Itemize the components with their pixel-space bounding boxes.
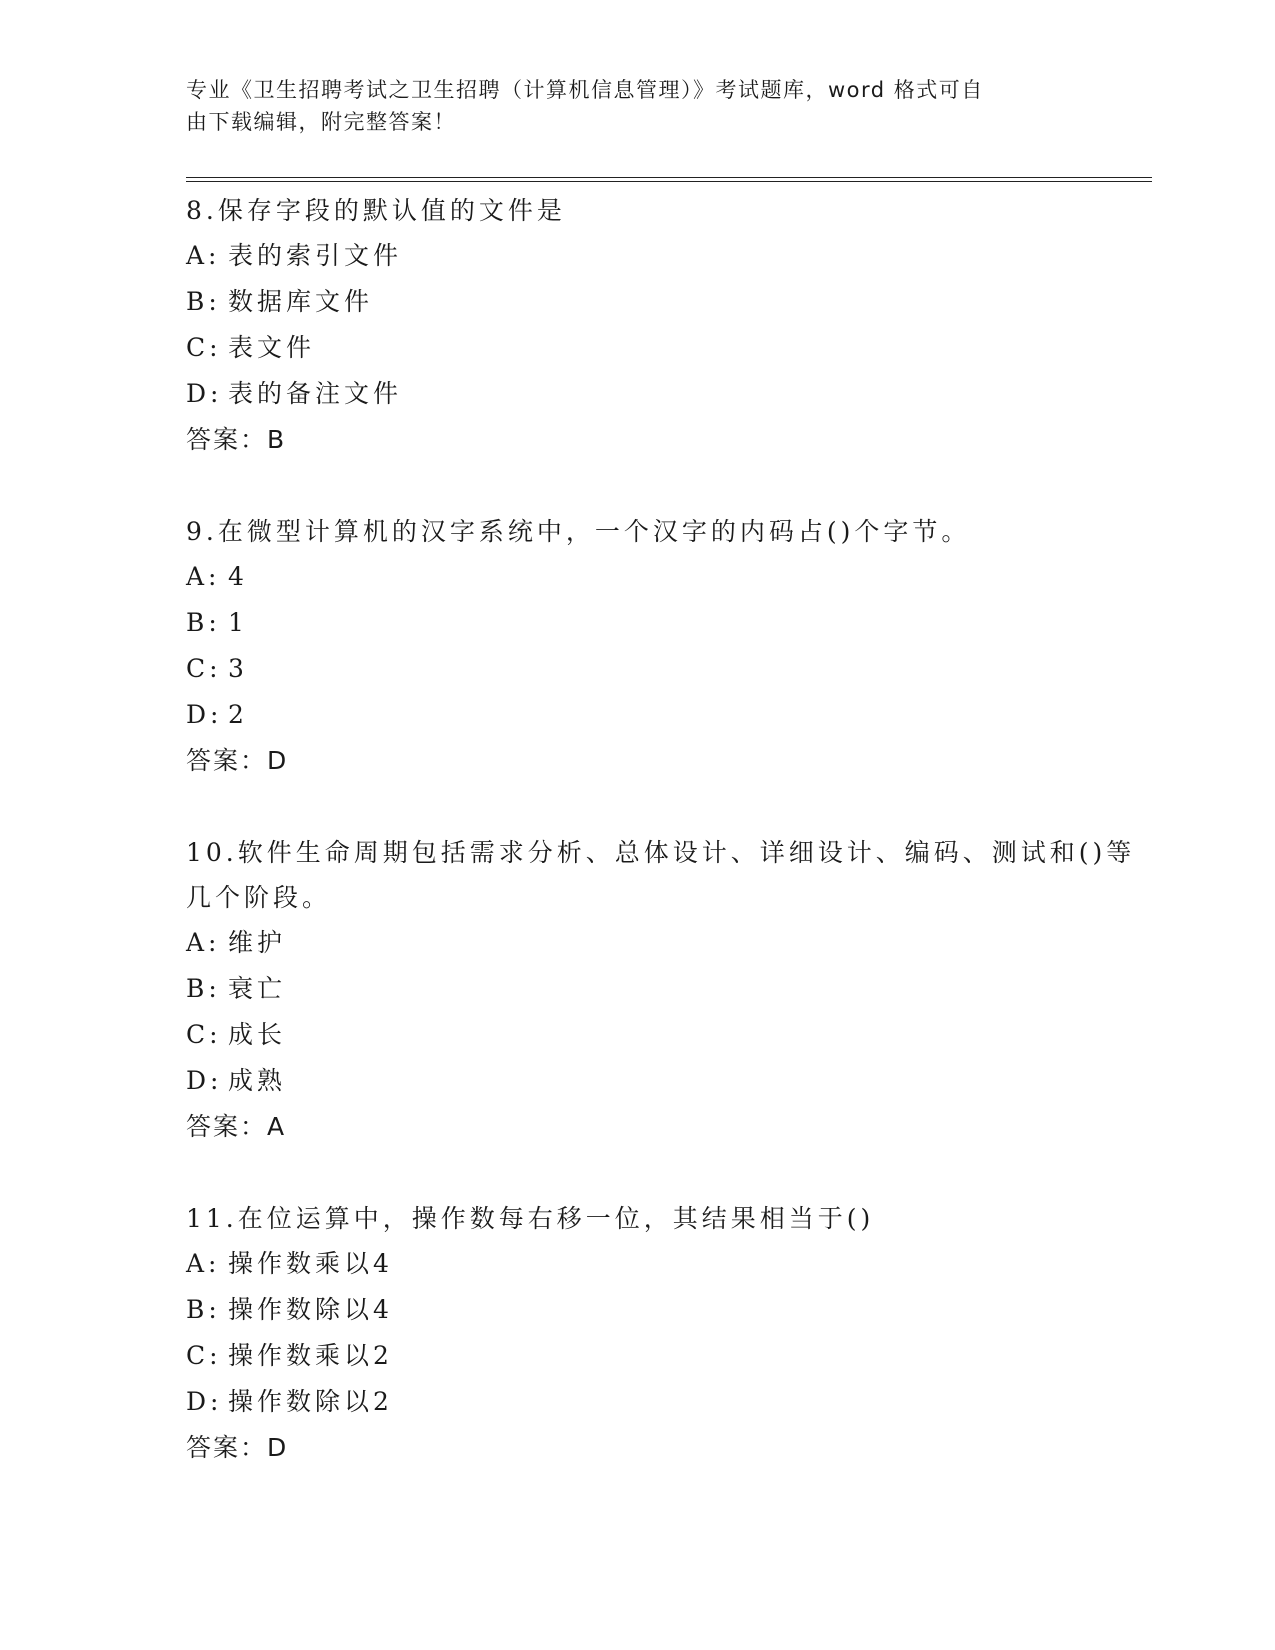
option-letter: B: (186, 608, 221, 637)
option-text: 成长 (228, 1020, 287, 1049)
question-11 (186, 1196, 1136, 1471)
option-letter: C: (186, 333, 222, 362)
option-text: 操作数乘以2 (228, 1341, 393, 1370)
question-10 (186, 830, 1136, 1150)
answer-line: 答案：D (186, 746, 289, 775)
option-text: 成熟 (228, 1066, 287, 1095)
option-letter: D: (186, 700, 223, 729)
option-letter: D: (186, 1387, 223, 1416)
option-a (186, 1241, 1136, 1287)
question-stem: 10.软件生命周期包括需求分析、总体设计、详细设计、编码、测试和()等几个阶段。 (186, 838, 1136, 912)
document-header (186, 74, 1066, 138)
option-b (186, 966, 1136, 1012)
option-letter: A: (186, 241, 221, 270)
option-d (186, 371, 1136, 417)
header-line-2: 由下载编辑，附完整答案！ (186, 110, 456, 134)
option-letter: D: (186, 379, 223, 408)
question-list (186, 188, 1136, 1517)
option-a (186, 233, 1136, 279)
question-9 (186, 509, 1136, 784)
answer-line: 答案：A (186, 1112, 287, 1141)
option-c (186, 646, 1136, 692)
option-d (186, 1379, 1136, 1425)
option-letter: A: (186, 562, 221, 591)
option-d (186, 692, 1136, 738)
option-letter: D: (186, 1066, 223, 1095)
option-letter: B: (186, 1295, 221, 1324)
option-a (186, 920, 1136, 966)
option-text: 表的备注文件 (228, 379, 403, 408)
answer-line: 答案：D (186, 1433, 289, 1462)
option-text: 操作数除以4 (228, 1295, 393, 1324)
option-a (186, 554, 1136, 600)
option-c (186, 1333, 1136, 1379)
option-letter: C: (186, 1020, 222, 1049)
option-letter: C: (186, 1341, 222, 1370)
option-text: 表文件 (228, 333, 316, 362)
option-text: 维护 (228, 928, 287, 957)
question-stem: 8.保存字段的默认值的文件是 (186, 196, 566, 225)
option-b (186, 600, 1136, 646)
header-divider (186, 177, 1152, 182)
option-text: 1 (228, 608, 248, 637)
option-letter: B: (186, 287, 221, 316)
question-stem: 9.在微型计算机的汉字系统中，一个汉字的内码占()个字节。 (186, 517, 971, 546)
option-letter: A: (186, 1249, 221, 1278)
question-8 (186, 188, 1136, 463)
option-text: 2 (228, 700, 248, 729)
option-text: 数据库文件 (228, 287, 374, 316)
option-letter: B: (186, 974, 221, 1003)
question-stem: 11.在位运算中，操作数每右移一位，其结果相当于() (186, 1204, 875, 1233)
option-text: 操作数除以2 (228, 1387, 393, 1416)
option-b (186, 279, 1136, 325)
option-text: 表的索引文件 (228, 241, 403, 270)
option-text: 操作数乘以4 (228, 1249, 393, 1278)
option-text: 4 (228, 562, 248, 591)
option-b (186, 1287, 1136, 1333)
option-text: 3 (228, 654, 248, 683)
header-line-1: 专业《卫生招聘考试之卫生招聘（计算机信息管理）》考试题库，word 格式可自 (186, 78, 984, 102)
option-letter: A: (186, 928, 221, 957)
option-c (186, 325, 1136, 371)
option-letter: C: (186, 654, 222, 683)
option-c (186, 1012, 1136, 1058)
answer-line: 答案：B (186, 425, 287, 454)
option-text: 衰亡 (228, 974, 287, 1003)
option-d (186, 1058, 1136, 1104)
